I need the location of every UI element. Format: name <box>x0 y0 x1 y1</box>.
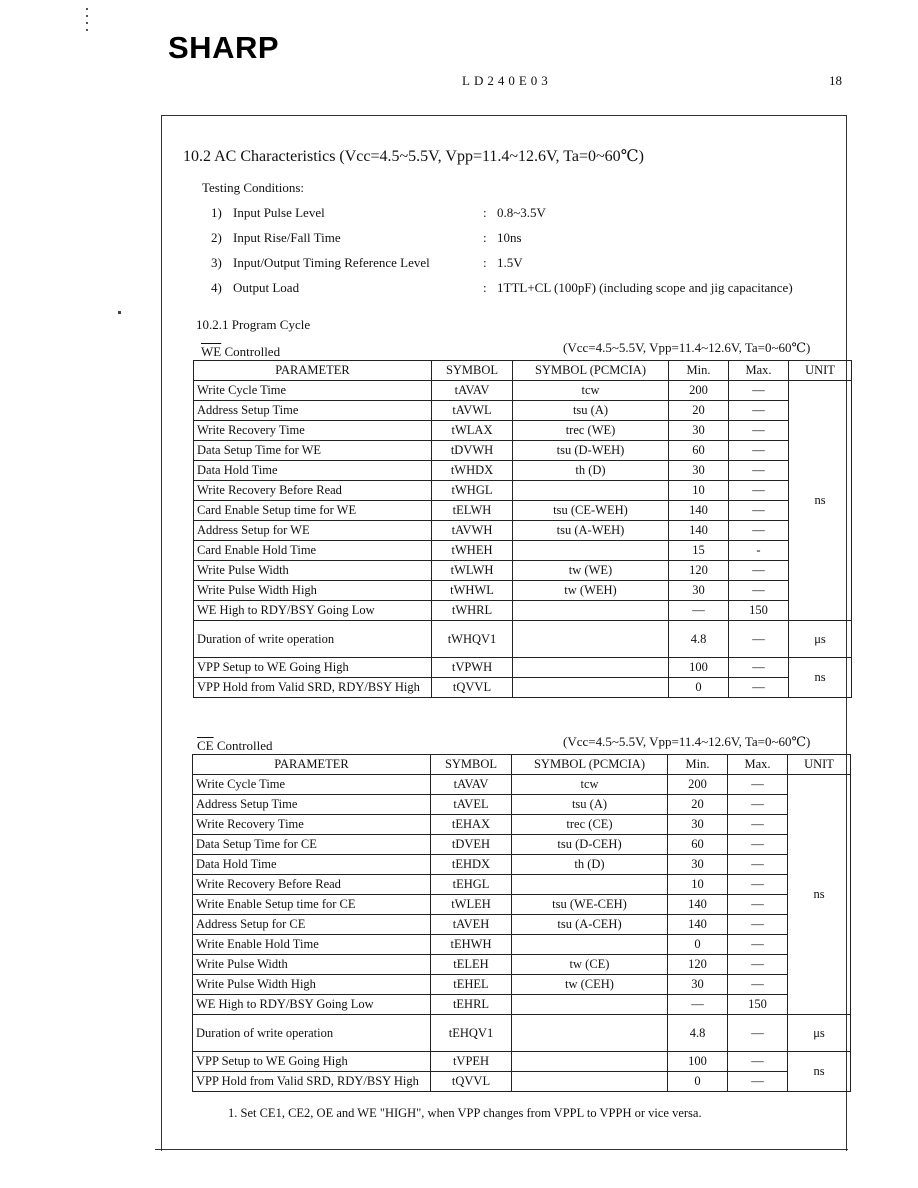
table-row <box>193 955 851 975</box>
pcmcia-symbol-cell: tsu (D-WEH) <box>513 441 669 461</box>
controlled-label: Controlled <box>213 738 273 753</box>
table-row <box>193 895 851 915</box>
table-row <box>193 915 851 935</box>
table-row <box>194 521 852 541</box>
symbol-cell: tDVWH <box>432 441 513 461</box>
min-cell: 140 <box>668 895 728 915</box>
pcmcia-symbol-cell <box>512 1052 668 1072</box>
scan-speck <box>86 8 88 10</box>
scan-speck <box>86 29 88 31</box>
footnote: 1. Set CE1, CE2, OE and WE "HIGH", when VPP changes from VPPL to VPPH or vice versa. <box>228 1106 702 1120</box>
max-cell: — <box>729 381 789 401</box>
table-row <box>194 421 852 441</box>
pcmcia-symbol-cell: trec (WE) <box>513 421 669 441</box>
column-header: PARAMETER <box>194 361 432 381</box>
table-header-row <box>193 755 851 775</box>
table-row <box>194 658 852 678</box>
symbol-cell: tEHRL <box>431 995 512 1015</box>
table-row <box>194 601 852 621</box>
parameter-cell: Write Pulse Width High <box>194 581 432 601</box>
parameter-cell: Write Enable Hold Time <box>193 935 431 955</box>
min-cell: 30 <box>669 581 729 601</box>
pcmcia-symbol-cell: tsu (D-CEH) <box>512 835 668 855</box>
condition-label: Input Pulse Level <box>233 205 325 220</box>
max-cell: — <box>728 915 788 935</box>
max-cell: — <box>728 895 788 915</box>
table-row <box>193 1072 851 1092</box>
symbol-cell: tAVWH <box>432 521 513 541</box>
unit-cell: ns <box>788 1052 851 1092</box>
symbol-cell: tVPEH <box>431 1052 512 1072</box>
parameter-cell: Write Recovery Before Read <box>194 481 432 501</box>
scan-speck <box>86 22 88 24</box>
scan-speck <box>118 311 121 314</box>
max-cell: — <box>729 621 789 658</box>
min-cell: 30 <box>668 975 728 995</box>
parameter-cell: Write Pulse Width High <box>193 975 431 995</box>
symbol-cell: tWLAX <box>432 421 513 441</box>
pcmcia-symbol-cell: tcw <box>513 381 669 401</box>
min-cell: 30 <box>668 815 728 835</box>
max-cell: — <box>728 955 788 975</box>
symbol-cell: tQVVL <box>432 678 513 698</box>
table-row <box>193 855 851 875</box>
max-cell: — <box>728 815 788 835</box>
max-cell: 150 <box>728 995 788 1015</box>
symbol-cell: tWHEH <box>432 541 513 561</box>
symbol-cell: tQVVL <box>431 1072 512 1092</box>
condition-number: 3) <box>211 255 222 270</box>
parameter-cell: WE High to RDY/BSY Going Low <box>194 601 432 621</box>
max-cell: — <box>729 521 789 541</box>
pcmcia-symbol-cell <box>513 658 669 678</box>
condition-value: 1TTL+CL (100pF) (including scope and jig capacitance) <box>497 280 793 295</box>
ce-controlled-heading <box>197 738 272 754</box>
min-cell: 30 <box>669 421 729 441</box>
parameter-cell: Data Setup Time for CE <box>193 835 431 855</box>
min-cell: 60 <box>668 835 728 855</box>
table-row <box>193 875 851 895</box>
unit-cell: μs <box>788 1015 851 1052</box>
scan-speck <box>86 15 88 17</box>
company-logo: SHARP <box>168 30 280 65</box>
pcmcia-symbol-cell <box>512 1072 668 1092</box>
max-cell: — <box>728 1052 788 1072</box>
pcmcia-symbol-cell <box>512 995 668 1015</box>
table-row <box>193 795 851 815</box>
parameter-cell: Write Pulse Width <box>193 955 431 975</box>
table-row <box>194 401 852 421</box>
table-row <box>193 995 851 1015</box>
pcmcia-symbol-cell: tsu (A-CEH) <box>512 915 668 935</box>
min-cell: 140 <box>669 501 729 521</box>
table-row <box>194 678 852 698</box>
symbol-cell: tWHWL <box>432 581 513 601</box>
min-cell: 10 <box>668 875 728 895</box>
page-number: 18 <box>829 73 842 88</box>
parameter-cell: Address Setup for WE <box>194 521 432 541</box>
parameter-cell: Address Setup Time <box>194 401 432 421</box>
parameter-cell: Write Cycle Time <box>193 775 431 795</box>
min-cell: 0 <box>668 1072 728 1092</box>
symbol-cell: tDVEH <box>431 835 512 855</box>
parameter-cell: VPP Setup to WE Going High <box>194 658 432 678</box>
max-cell: — <box>729 481 789 501</box>
testing-conditions-label: Testing Conditions: <box>202 180 305 195</box>
table-row <box>194 381 852 401</box>
condition-number: 2) <box>211 230 222 245</box>
max-cell: — <box>728 855 788 875</box>
table-row <box>194 561 852 581</box>
min-cell: 60 <box>669 441 729 461</box>
pcmcia-symbol-cell <box>513 601 669 621</box>
we-signal-label: $\overline{WE}$ <box>201 344 222 359</box>
min-cell: 140 <box>668 915 728 935</box>
pcmcia-symbol-cell: th (D) <box>512 855 668 875</box>
parameter-cell: Card Enable Hold Time <box>194 541 432 561</box>
min-cell: 30 <box>669 461 729 481</box>
min-cell: 140 <box>669 521 729 541</box>
table-row <box>194 441 852 461</box>
symbol-cell: tWHQV1 <box>432 621 513 658</box>
column-header: UNIT <box>788 755 851 775</box>
pcmcia-symbol-cell <box>513 541 669 561</box>
parameter-cell: Write Recovery Time <box>193 815 431 835</box>
min-cell: — <box>669 601 729 621</box>
condition-label: Input Rise/Fall Time <box>233 230 341 245</box>
min-cell: 120 <box>668 955 728 975</box>
max-cell: — <box>728 775 788 795</box>
unit-cell: ns <box>788 775 851 1015</box>
ce-controlled-table <box>192 754 851 1092</box>
parameter-cell: VPP Hold from Valid SRD, RDY/BSY High <box>193 1072 431 1092</box>
max-cell: 150 <box>729 601 789 621</box>
table-row <box>193 1052 851 1072</box>
symbol-cell: tEHAX <box>431 815 512 835</box>
column-header: Max. <box>728 755 788 775</box>
column-header: SYMBOL (PCMCIA) <box>512 755 668 775</box>
max-cell: — <box>729 441 789 461</box>
min-cell: 10 <box>669 481 729 501</box>
subsection-title: 10.2.1 Program Cycle <box>196 317 311 332</box>
we-controlled-table <box>193 360 852 698</box>
pcmcia-symbol-cell: th (D) <box>513 461 669 481</box>
parameter-cell: Write Recovery Before Read <box>193 875 431 895</box>
min-cell: 200 <box>668 775 728 795</box>
pcmcia-symbol-cell: tsu (A) <box>513 401 669 421</box>
parameter-cell: Data Hold Time <box>194 461 432 481</box>
symbol-cell: tEHGL <box>431 875 512 895</box>
table-row <box>193 815 851 835</box>
symbol-cell: tWHGL <box>432 481 513 501</box>
column-header: SYMBOL (PCMCIA) <box>513 361 669 381</box>
column-header: PARAMETER <box>193 755 431 775</box>
condition-label: Input/Output Timing Reference Level <box>233 255 430 270</box>
unit-cell: ns <box>789 658 852 698</box>
parameter-cell: Address Setup for CE <box>193 915 431 935</box>
symbol-cell: tWLWH <box>432 561 513 581</box>
min-cell: 0 <box>668 935 728 955</box>
controlled-label: Controlled <box>221 344 281 359</box>
table-row <box>193 1015 851 1052</box>
unit-cell: μs <box>789 621 852 658</box>
min-cell: 4.8 <box>668 1015 728 1052</box>
parameter-cell: Write Cycle Time <box>194 381 432 401</box>
column-header: Min. <box>668 755 728 775</box>
document-number: LD240E03 <box>462 73 552 88</box>
pcmcia-symbol-cell: tsu (CE-WEH) <box>513 501 669 521</box>
max-cell: — <box>729 401 789 421</box>
parameter-cell: Address Setup Time <box>193 795 431 815</box>
symbol-cell: tEHWH <box>431 935 512 955</box>
pcmcia-symbol-cell: tw (CEH) <box>512 975 668 995</box>
symbol-cell: tEHDX <box>431 855 512 875</box>
column-header: UNIT <box>789 361 852 381</box>
column-header: Min. <box>669 361 729 381</box>
max-cell: — <box>728 875 788 895</box>
pcmcia-symbol-cell: tsu (A) <box>512 795 668 815</box>
min-cell: — <box>668 995 728 1015</box>
we-controlled-heading <box>201 344 280 360</box>
max-cell: — <box>729 581 789 601</box>
parameter-cell: Write Enable Setup time for CE <box>193 895 431 915</box>
parameter-cell: VPP Setup to WE Going High <box>193 1052 431 1072</box>
table-row <box>194 501 852 521</box>
symbol-cell: tAVWL <box>432 401 513 421</box>
min-cell: 30 <box>668 855 728 875</box>
parameter-cell: WE High to RDY/BSY Going Low <box>193 995 431 1015</box>
pcmcia-symbol-cell: tw (WE) <box>513 561 669 581</box>
max-cell: — <box>729 678 789 698</box>
column-header: SYMBOL <box>432 361 513 381</box>
min-cell: 120 <box>669 561 729 581</box>
table-row <box>194 621 852 658</box>
max-cell: — <box>728 795 788 815</box>
pcmcia-symbol-cell: tsu (WE-CEH) <box>512 895 668 915</box>
min-cell: 20 <box>668 795 728 815</box>
max-cell: — <box>728 1015 788 1052</box>
parameter-cell: Duration of write operation <box>193 1015 431 1052</box>
pcmcia-symbol-cell: tw (WEH) <box>513 581 669 601</box>
table-row <box>193 975 851 995</box>
min-cell: 4.8 <box>669 621 729 658</box>
symbol-cell: tAVAV <box>431 775 512 795</box>
pcmcia-symbol-cell <box>513 481 669 501</box>
symbol-cell: tWHRL <box>432 601 513 621</box>
table-row <box>194 581 852 601</box>
symbol-cell: tELEH <box>431 955 512 975</box>
pcmcia-symbol-cell: tw (CE) <box>512 955 668 975</box>
table-row <box>194 481 852 501</box>
min-cell: 200 <box>669 381 729 401</box>
pcmcia-symbol-cell: tsu (A-WEH) <box>513 521 669 541</box>
symbol-cell: tWHDX <box>432 461 513 481</box>
parameter-cell: Data Hold Time <box>193 855 431 875</box>
min-cell: 0 <box>669 678 729 698</box>
max-cell: — <box>729 658 789 678</box>
condition-value: 1.5V <box>497 255 523 270</box>
parameter-cell: Duration of write operation <box>194 621 432 658</box>
frame-bottom-rule <box>155 1149 848 1150</box>
table-row <box>194 541 852 561</box>
max-cell: — <box>728 935 788 955</box>
table-row <box>193 935 851 955</box>
section-title: 10.2 AC Characteristics (Vcc=4.5~5.5V, Vpp=11.4~12.6V, Ta=0~60℃) <box>183 148 644 165</box>
column-header: Max. <box>729 361 789 381</box>
symbol-cell: tVPWH <box>432 658 513 678</box>
min-cell: 15 <box>669 541 729 561</box>
max-cell: - <box>729 541 789 561</box>
min-cell: 100 <box>668 1052 728 1072</box>
column-header: SYMBOL <box>431 755 512 775</box>
condition-value: 10ns <box>497 230 522 245</box>
symbol-cell: tEHEL <box>431 975 512 995</box>
pcmcia-symbol-cell <box>512 935 668 955</box>
pcmcia-symbol-cell: trec (CE) <box>512 815 668 835</box>
we-table-conditions: (Vcc=4.5~5.5V, Vpp=11.4~12.6V, Ta=0~60℃) <box>563 340 811 355</box>
symbol-cell: tAVAV <box>432 381 513 401</box>
parameter-cell: Data Setup Time for WE <box>194 441 432 461</box>
unit-cell: ns <box>789 381 852 621</box>
symbol-cell: tEHQV1 <box>431 1015 512 1052</box>
ce-signal-label: $\overline{CE}$ <box>197 738 214 753</box>
table-row <box>193 835 851 855</box>
pcmcia-symbol-cell: tcw <box>512 775 668 795</box>
parameter-cell: VPP Hold from Valid SRD, RDY/BSY High <box>194 678 432 698</box>
table-row <box>194 461 852 481</box>
pcmcia-symbol-cell <box>512 1015 668 1052</box>
pcmcia-symbol-cell <box>513 621 669 658</box>
max-cell: — <box>728 1072 788 1092</box>
table-header-row <box>194 361 852 381</box>
min-cell: 20 <box>669 401 729 421</box>
pcmcia-symbol-cell <box>512 875 668 895</box>
parameter-cell: Write Recovery Time <box>194 421 432 441</box>
max-cell: — <box>728 835 788 855</box>
max-cell: — <box>729 501 789 521</box>
condition-number: 1) <box>211 205 222 220</box>
max-cell: — <box>729 561 789 581</box>
max-cell: — <box>729 461 789 481</box>
condition-value: 0.8~3.5V <box>497 205 546 220</box>
symbol-cell: tAVEH <box>431 915 512 935</box>
max-cell: — <box>729 421 789 441</box>
max-cell: — <box>728 975 788 995</box>
condition-number: 4) <box>211 280 222 295</box>
ce-table-conditions: (Vcc=4.5~5.5V, Vpp=11.4~12.6V, Ta=0~60℃) <box>563 734 811 749</box>
min-cell: 100 <box>669 658 729 678</box>
parameter-cell: Write Pulse Width <box>194 561 432 581</box>
symbol-cell: tAVEL <box>431 795 512 815</box>
pcmcia-symbol-cell <box>513 678 669 698</box>
condition-label: Output Load <box>233 280 300 295</box>
table-row <box>193 775 851 795</box>
parameter-cell: Card Enable Setup time for WE <box>194 501 432 521</box>
symbol-cell: tELWH <box>432 501 513 521</box>
symbol-cell: tWLEH <box>431 895 512 915</box>
